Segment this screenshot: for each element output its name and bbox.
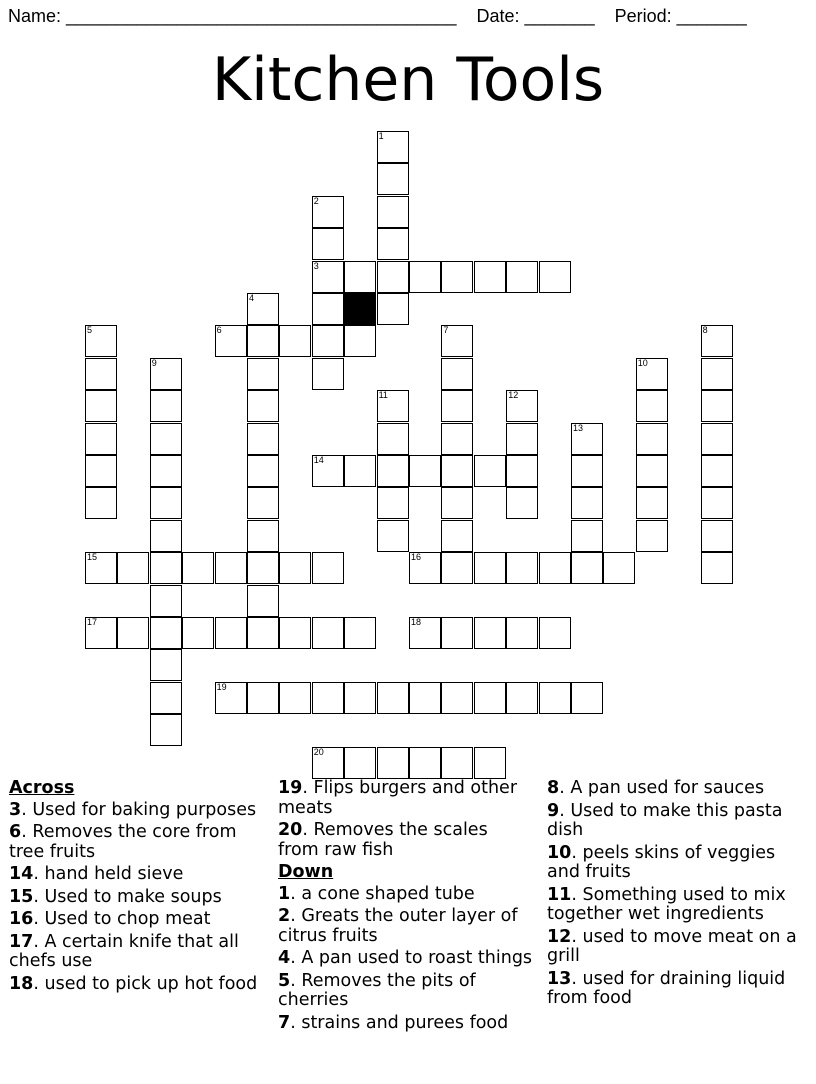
crossword-cell[interactable] xyxy=(215,617,247,649)
crossword-cell[interactable] xyxy=(150,358,182,390)
crossword-cell[interactable] xyxy=(377,131,409,163)
clue-down-7: 7. strains and purees food xyxy=(278,1012,509,1033)
clue-down-9: 9. Used to make this pasta dish xyxy=(547,800,783,840)
clue-across-19: 19. Flips burgers and other meats xyxy=(278,778,518,818)
clue-across-3: 3. Used for baking purposes xyxy=(9,799,257,820)
clue-across-20: 20. Removes the scales from raw fish xyxy=(278,820,488,860)
crossword-cell[interactable] xyxy=(117,552,149,584)
crossword-cell[interactable] xyxy=(506,682,538,714)
crossword-cell[interactable] xyxy=(441,747,473,779)
crossword-cell[interactable] xyxy=(441,487,473,519)
crossword-cell[interactable] xyxy=(247,487,279,519)
name-label: Name: xyxy=(8,6,62,26)
crossword-cell[interactable] xyxy=(571,487,603,519)
crossword-cell[interactable] xyxy=(377,682,409,714)
name-line[interactable]: _______________________________________ xyxy=(66,6,457,26)
crossword-cell[interactable] xyxy=(247,423,279,455)
crossword-cell[interactable] xyxy=(377,196,409,228)
crossword-cell[interactable] xyxy=(409,617,441,649)
crossword-cell[interactable] xyxy=(312,293,344,325)
clue-number: 15 xyxy=(87,552,98,563)
clue-number: 1 xyxy=(378,131,384,141)
crossword-cell[interactable] xyxy=(441,390,473,422)
clue-number: 9 xyxy=(151,357,157,368)
crossword-cell[interactable] xyxy=(85,390,117,422)
crossword-cell[interactable] xyxy=(247,325,279,357)
clue-number: 8 xyxy=(702,325,708,336)
crossword-cell[interactable] xyxy=(701,520,733,552)
crossword-cell[interactable] xyxy=(377,747,409,779)
clue-down-8: 8. A pan used for sauces xyxy=(547,778,765,798)
crossword-cell[interactable] xyxy=(539,552,571,584)
crossword-cell[interactable] xyxy=(539,617,571,649)
crossword-cell[interactable] xyxy=(312,325,344,357)
clue-number: 18 xyxy=(411,617,422,627)
crossword-cell[interactable] xyxy=(377,487,409,519)
crossword-cell[interactable] xyxy=(85,455,117,487)
crossword-cell[interactable] xyxy=(247,520,279,552)
crossword-cell[interactable] xyxy=(344,682,376,714)
crossword-cell[interactable] xyxy=(150,390,182,422)
crossword-cell[interactable] xyxy=(215,552,247,584)
clue-number: 5 xyxy=(87,325,93,336)
crossword-cell[interactable] xyxy=(441,617,473,649)
clue-number: 19 xyxy=(216,681,227,692)
crossword-cell[interactable] xyxy=(344,747,376,779)
crossword-cell[interactable] xyxy=(474,617,506,649)
crossword-cell[interactable] xyxy=(441,552,473,584)
crossword-cell[interactable] xyxy=(636,487,668,519)
crossword-cell[interactable] xyxy=(312,747,344,779)
clue-number: 2 xyxy=(313,195,319,206)
crossword-cell[interactable] xyxy=(247,585,279,617)
clue-number: 12 xyxy=(508,390,519,401)
crossword-cell[interactable] xyxy=(636,423,668,455)
crossword-cell[interactable] xyxy=(344,261,376,293)
clue-number: 14 xyxy=(313,455,324,465)
crossword-cell[interactable] xyxy=(506,552,538,584)
crossword-cell[interactable] xyxy=(182,552,214,584)
clue-across-18: 18. used to pick up hot food xyxy=(9,973,258,994)
crossword-cell[interactable] xyxy=(247,455,279,487)
crossword-cell[interactable] xyxy=(182,617,214,649)
crossword-cell[interactable] xyxy=(636,520,668,552)
crossword-cell[interactable] xyxy=(312,261,344,293)
crossword-cell[interactable] xyxy=(117,617,149,649)
crossword-cell[interactable] xyxy=(474,552,506,584)
crossword-cell[interactable] xyxy=(441,325,473,357)
crossword-cell[interactable] xyxy=(247,682,279,714)
crossword-cell[interactable] xyxy=(377,455,409,487)
crossword-cell[interactable] xyxy=(247,390,279,422)
date-line[interactable]: _______ xyxy=(524,6,595,26)
crossword-cell[interactable] xyxy=(506,487,538,519)
period-line[interactable]: _______ xyxy=(676,6,747,26)
clue-number: 6 xyxy=(216,325,222,336)
crossword-cell[interactable] xyxy=(279,682,311,714)
crossword-cell[interactable] xyxy=(377,423,409,455)
clue-number: 4 xyxy=(249,293,255,303)
crossword-cell[interactable] xyxy=(215,325,247,357)
clue-down-10: 10. peels skins of veggies and fruits xyxy=(547,842,776,882)
crossword-cell[interactable] xyxy=(279,617,311,649)
crossword-cell[interactable] xyxy=(85,423,117,455)
clue-number: 10 xyxy=(637,357,648,368)
crossword-cell[interactable] xyxy=(344,455,376,487)
clue-across-17: 17. A certain knife that all chefs use xyxy=(9,931,239,971)
crossword-cell[interactable] xyxy=(150,520,182,552)
crossword-cell[interactable] xyxy=(85,358,117,390)
crossword-cell[interactable] xyxy=(539,261,571,293)
crossword-cell[interactable] xyxy=(279,552,311,584)
crossword-cell[interactable] xyxy=(636,455,668,487)
clue-number: 20 xyxy=(313,746,324,757)
down-heading: Down xyxy=(278,862,334,882)
crossword-cell[interactable] xyxy=(506,390,538,422)
clue-down-4: 4. A pan used to roast things xyxy=(278,948,533,968)
clue-down-1: 1. a cone shaped tube xyxy=(278,883,475,904)
crossword-cell[interactable] xyxy=(247,358,279,390)
crossword-cell[interactable] xyxy=(409,747,441,779)
crossword-cell[interactable] xyxy=(701,325,733,357)
clue-number: 7 xyxy=(443,325,449,336)
crossword-cell[interactable] xyxy=(441,682,473,714)
clue-column-2 xyxy=(278,779,533,1036)
crossword-cell[interactable] xyxy=(409,682,441,714)
crossword-cell[interactable] xyxy=(571,455,603,487)
crossword-cell[interactable] xyxy=(150,617,182,649)
crossword-cell[interactable] xyxy=(344,617,376,649)
crossword-cell[interactable] xyxy=(150,714,182,746)
period-label: Period: xyxy=(614,6,672,26)
crossword-cell[interactable] xyxy=(603,552,635,584)
crossword-cell[interactable] xyxy=(312,617,344,649)
clue-down-11: 11. Something used to mix together wet ingredients xyxy=(547,884,786,924)
crossword-cell[interactable] xyxy=(506,455,538,487)
crossword-cell[interactable] xyxy=(312,552,344,584)
crossword-cell[interactable] xyxy=(85,617,117,649)
crossword-cell[interactable] xyxy=(312,682,344,714)
crossword-cell[interactable] xyxy=(247,617,279,649)
crossword-cell[interactable] xyxy=(701,552,733,584)
crossword-cell[interactable] xyxy=(441,261,473,293)
crossword-cell[interactable] xyxy=(571,423,603,455)
crossword-cell[interactable] xyxy=(474,747,506,779)
crossword-cell[interactable] xyxy=(441,423,473,455)
clue-column-1 xyxy=(9,779,259,997)
clue-across-16: 16. Used to chop meat xyxy=(9,909,211,929)
crossword-cell[interactable] xyxy=(571,552,603,584)
clue-down-13: 13. used for draining liquid from food xyxy=(547,968,786,1008)
clue-down-12: 12. used to move meat on a grill xyxy=(547,926,797,966)
crossword-cell[interactable] xyxy=(150,423,182,455)
crossword-cell[interactable] xyxy=(474,682,506,714)
crossword-cell[interactable] xyxy=(539,682,571,714)
crossword-cell[interactable] xyxy=(312,196,344,228)
crossword-cell[interactable] xyxy=(312,455,344,487)
crossword-cell[interactable] xyxy=(474,261,506,293)
crossword-cell[interactable] xyxy=(215,682,247,714)
crossword-cell[interactable] xyxy=(312,228,344,260)
clue-number: 11 xyxy=(378,390,388,401)
crossword-cell[interactable] xyxy=(701,487,733,519)
crossword-cell[interactable] xyxy=(85,325,117,357)
crossword-cell[interactable] xyxy=(409,455,441,487)
clue-down-5: 5. Removes the pits of cherries xyxy=(278,970,476,1010)
crossword-cell[interactable] xyxy=(150,649,182,681)
puzzle-title: Kitchen Tools xyxy=(211,45,605,115)
crossword-cell[interactable] xyxy=(636,358,668,390)
crossword-cell[interactable] xyxy=(150,455,182,487)
clue-column-3 xyxy=(547,779,805,1012)
crossword-cell[interactable] xyxy=(441,455,473,487)
crossword-cell[interactable] xyxy=(636,390,668,422)
crossword-cell[interactable] xyxy=(506,423,538,455)
clue-across-14: 14. hand held sieve xyxy=(9,864,184,884)
crossword-cell[interactable] xyxy=(377,163,409,195)
clue-across-15: 15. Used to make soups xyxy=(9,886,222,907)
crossword-cell[interactable] xyxy=(377,520,409,552)
crossword-cell[interactable] xyxy=(377,293,409,325)
clue-number: 13 xyxy=(573,422,584,433)
crossword-cell[interactable] xyxy=(279,325,311,357)
crossword-cell[interactable] xyxy=(506,261,538,293)
crossword-cell[interactable] xyxy=(377,261,409,293)
crossword-cell[interactable] xyxy=(441,358,473,390)
crossword-cell[interactable] xyxy=(377,228,409,260)
crossword-cell[interactable] xyxy=(409,261,441,293)
clue-number: 3 xyxy=(313,260,319,271)
crossword-cell[interactable] xyxy=(150,487,182,519)
crossword-cell[interactable] xyxy=(247,552,279,584)
crossword-cell[interactable] xyxy=(701,455,733,487)
blocked-square xyxy=(344,293,376,325)
crossword-cell[interactable] xyxy=(409,552,441,584)
crossword-cell[interactable] xyxy=(85,487,117,519)
crossword-cell[interactable] xyxy=(377,390,409,422)
crossword-cell[interactable] xyxy=(312,358,344,390)
crossword-cell[interactable] xyxy=(474,455,506,487)
crossword-cell[interactable] xyxy=(150,552,182,584)
clue-down-2: 2. Greats the outer layer of citrus fruits xyxy=(278,906,518,946)
crossword-cell[interactable] xyxy=(701,358,733,390)
crossword-cell[interactable] xyxy=(247,293,279,325)
crossword-cell[interactable] xyxy=(150,585,182,617)
crossword-cell[interactable] xyxy=(441,520,473,552)
crossword-cell[interactable] xyxy=(344,325,376,357)
clue-number: 16 xyxy=(411,552,422,563)
date-label: Date: xyxy=(476,6,520,26)
clue-across-6: 6. Removes the core from tree fruits xyxy=(9,822,237,862)
crossword-cell[interactable] xyxy=(571,520,603,552)
crossword-cell[interactable] xyxy=(85,552,117,584)
crossword-cell[interactable] xyxy=(701,423,733,455)
across-heading: Across xyxy=(9,778,75,798)
crossword-cell[interactable] xyxy=(150,682,182,714)
crossword-cell[interactable] xyxy=(571,682,603,714)
clue-number: 17 xyxy=(87,617,98,627)
crossword-cell[interactable] xyxy=(506,617,538,649)
crossword-cell[interactable] xyxy=(701,390,733,422)
